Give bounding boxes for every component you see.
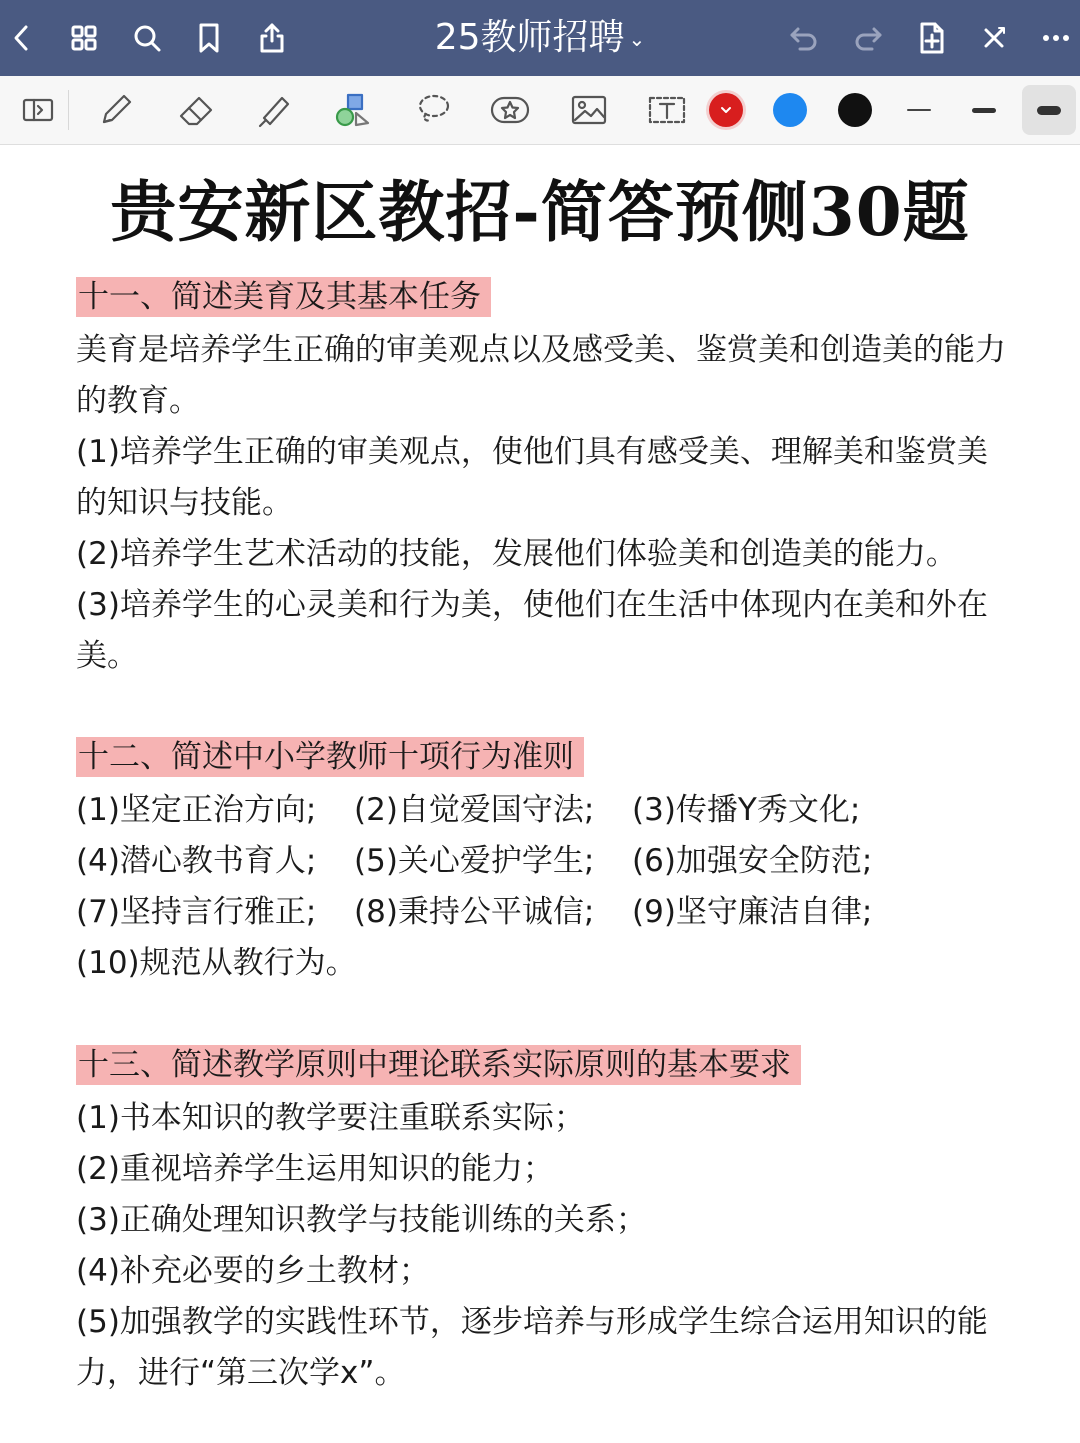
section-heading: 十一、简述美育及其基本任务 <box>76 277 491 317</box>
color-blue-swatch[interactable] <box>768 88 812 132</box>
rules-row <box>76 938 1016 989</box>
black-color-dot <box>838 93 872 127</box>
page-title: 贵安新区教招-简答预侧30题 <box>110 173 970 251</box>
paragraph: 美育是培养学生正确的审美观点以及感受美、鉴赏美和创造美的能力的教育。 <box>76 332 1006 419</box>
page-layout-icon[interactable] <box>16 88 60 132</box>
more-icon[interactable] <box>1036 18 1076 58</box>
list-item: (9)坚守廉洁自律; <box>632 894 873 930</box>
paragraph: (1)书本知识的教学要注重联系实际； <box>76 1100 585 1136</box>
color-red-swatch[interactable] <box>704 88 748 132</box>
paragraph: (4)补充必要的乡土教材； <box>76 1253 430 1289</box>
paragraph: (2)培养学生艺术活动的技能，发展他们体验美和创造美的能力。 <box>76 536 957 572</box>
paragraph: (5)加强教学的实践性环节，逐步培养与形成学生综合运用知识的能力，进行“第三次学x”。 <box>76 1304 988 1391</box>
add-page-icon[interactable] <box>911 18 951 58</box>
list-item: (6)加强安全防范; <box>632 843 873 879</box>
list-item: (5)关心爱护学生; <box>354 843 595 879</box>
paragraph: (3)正确处理知识教学与技能训练的关系； <box>76 1202 647 1238</box>
text-box-icon[interactable] <box>645 88 689 132</box>
highlighter-icon[interactable] <box>253 88 297 132</box>
section-12 <box>76 737 1016 989</box>
red-color-dot <box>709 93 743 127</box>
color-black-swatch[interactable] <box>833 88 877 132</box>
redo-icon[interactable] <box>848 18 888 58</box>
rules-row <box>76 785 1016 836</box>
stroke-medium-line <box>972 108 996 113</box>
top-nav-bar <box>0 0 1080 76</box>
shapes-icon[interactable] <box>331 88 375 132</box>
stroke-medium-option[interactable] <box>962 88 1006 132</box>
list-item: (10)规范从教行为。 <box>76 945 357 981</box>
lasso-icon[interactable] <box>411 88 455 132</box>
list-item: (8)秉持公平诚信; <box>354 894 595 930</box>
list-item: (1)坚定正治方向; <box>76 792 317 828</box>
section-heading: 十三、简述教学原则中理论联系实际原则的基本要求 <box>76 1045 801 1085</box>
section-13 <box>76 1045 1016 1399</box>
stroke-thin-option[interactable] <box>897 88 941 132</box>
drawing-toolbar <box>0 76 1080 145</box>
paragraph: (2)重视培养学生运用知识的能力； <box>76 1151 554 1187</box>
list-item: (2)自觉爱国守法; <box>354 792 595 828</box>
stroke-thick-line <box>1037 106 1061 115</box>
sticker-icon[interactable] <box>488 88 532 132</box>
section-11 <box>76 277 1016 682</box>
pen-icon[interactable] <box>94 88 138 132</box>
document-title-text: 25教师招聘 <box>434 17 625 58</box>
close-icon[interactable] <box>974 18 1014 58</box>
paragraph: (3)培养学生的心灵美和行为美，使他们在生活中体现内在美和外在美。 <box>76 587 988 674</box>
paragraph: (1)培养学生正确的审美观点，使他们具有感受美、理解美和鉴赏美的知识与技能。 <box>76 434 988 521</box>
eraser-icon[interactable] <box>174 88 218 132</box>
stroke-thick-option[interactable] <box>1022 85 1076 135</box>
undo-icon[interactable] <box>784 18 824 58</box>
rules-row <box>76 887 1016 938</box>
rules-list <box>76 785 1016 989</box>
list-item: (3)传播Y秀文化; <box>632 792 861 828</box>
list-item: (4)潜心教书育人; <box>76 843 317 879</box>
stroke-thin-line <box>907 109 931 111</box>
blue-color-dot <box>773 93 807 127</box>
rules-row <box>76 836 1016 887</box>
toolbar-divider <box>68 90 69 130</box>
list-item: (7)坚持言行雅正; <box>76 894 317 930</box>
section-heading: 十二、简述中小学教师十项行为准则 <box>76 737 584 777</box>
image-icon[interactable] <box>567 88 611 132</box>
chevron-down-icon: ⌄ <box>628 27 646 51</box>
